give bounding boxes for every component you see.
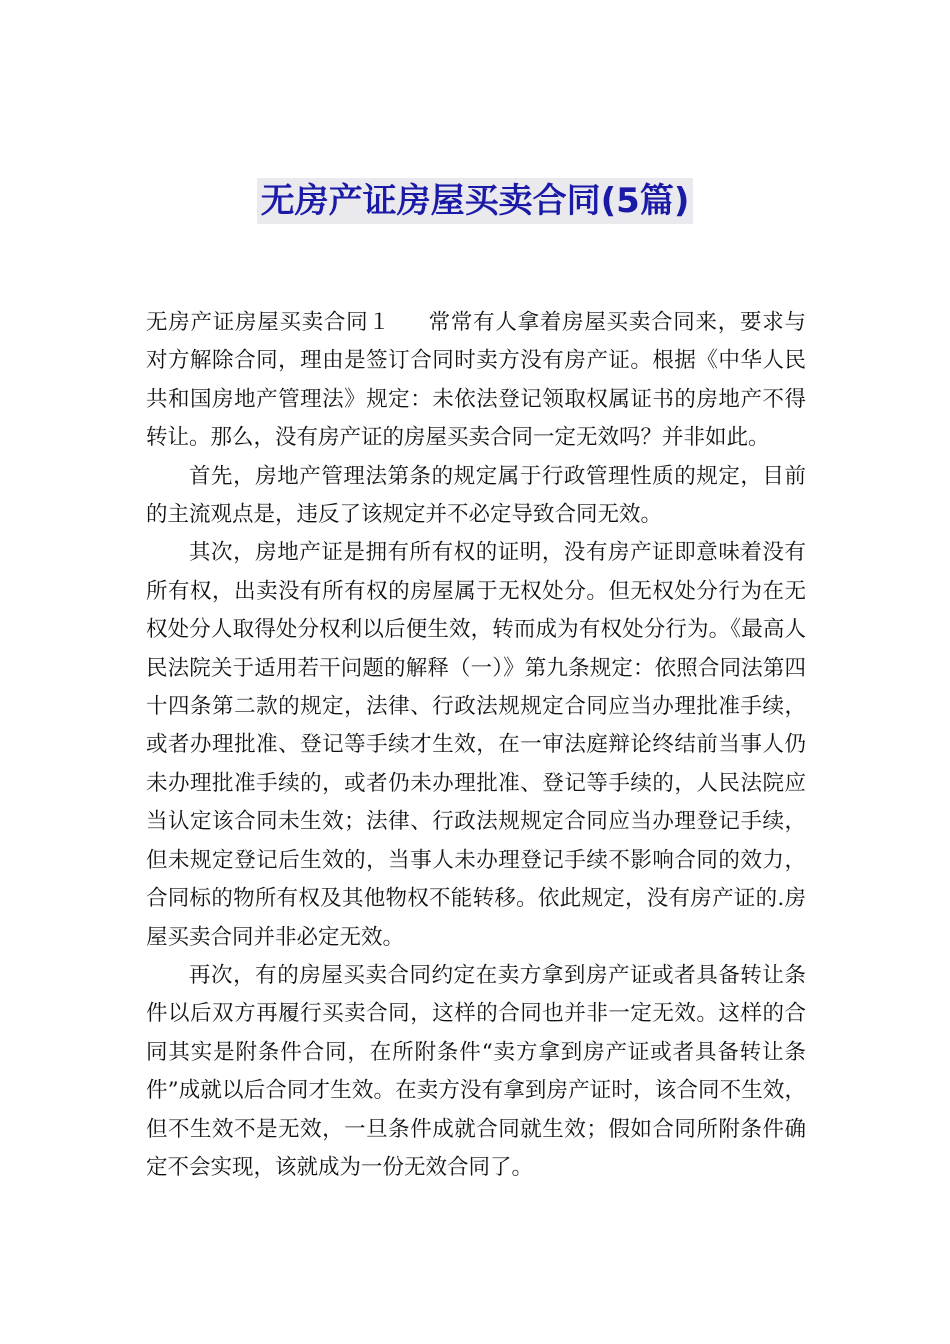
document-body	[146, 304, 806, 1187]
paragraph-3: 其次，房地产证是拥有所有权的证明，没有房产证即意味着没有所有权，出卖没有所有权的房屋属于无权处分。但无权处分行为在无权处分人取得处分权利以后便生效，转而成为有权处分行为。《最高人民法院关于适用若干问题的解释（一）》第九条规定：依照合同法第四十四条第二款的规定，法律、行政法规规定合同应当办理批准手续，或者办理批准、登记等手续才生效，在一审法庭辩论终结前当事人仍未办理批准手续的，或者仍未办理批准、登记等手续的，人民法院应当认定该合同未生效；法律、行政法规规定合同应当办理登记手续，但未规定登记后生效的，当事人未办理登记手续不影响合同的效力，合同标的物所有权及其他物权不能转移。依此规定，没有房产证的.房屋买卖合同并非必定无效。	[146, 540, 806, 950]
title-container	[0, 178, 950, 224]
paragraph-4: 再次，有的房屋买卖合同约定在卖方拿到房产证或者具备转让条件以后双方再履行买卖合同，这样的合同也并非一定无效。这样的合同其实是附条件合同，在所附条件“卖方拿到房产证或者具备转让条件”成就以后合同才生效。在卖方没有拿到房产证时，该合同不生效，但不生效不是无效，一旦条件成就合同就生效；假如合同所附条件确定不会实现，该就成为一份无效合同了。	[146, 962, 806, 1180]
document-title: 无房产证房屋买卖合同(5篇)	[257, 178, 694, 224]
paragraph-text: 常常有人拿着房屋买卖合同来，要求与对方解除合同，理由是签订合同时卖方没有房产证。根据《中华人民共和国房地产管理法》规定：未依法登记领取权属证书的房地产不得转让。那么，没有房产证的房屋买卖合同一定无效吗？并非如此。	[146, 310, 806, 451]
section-label: 无房产证房屋买卖合同１	[146, 310, 391, 335]
paragraph-1	[146, 304, 806, 458]
paragraph-2: 首先，房地产管理法第条的规定属于行政管理性质的规定，目前的主流观点是，违反了该规定并不必定导致合同无效。	[146, 463, 806, 528]
